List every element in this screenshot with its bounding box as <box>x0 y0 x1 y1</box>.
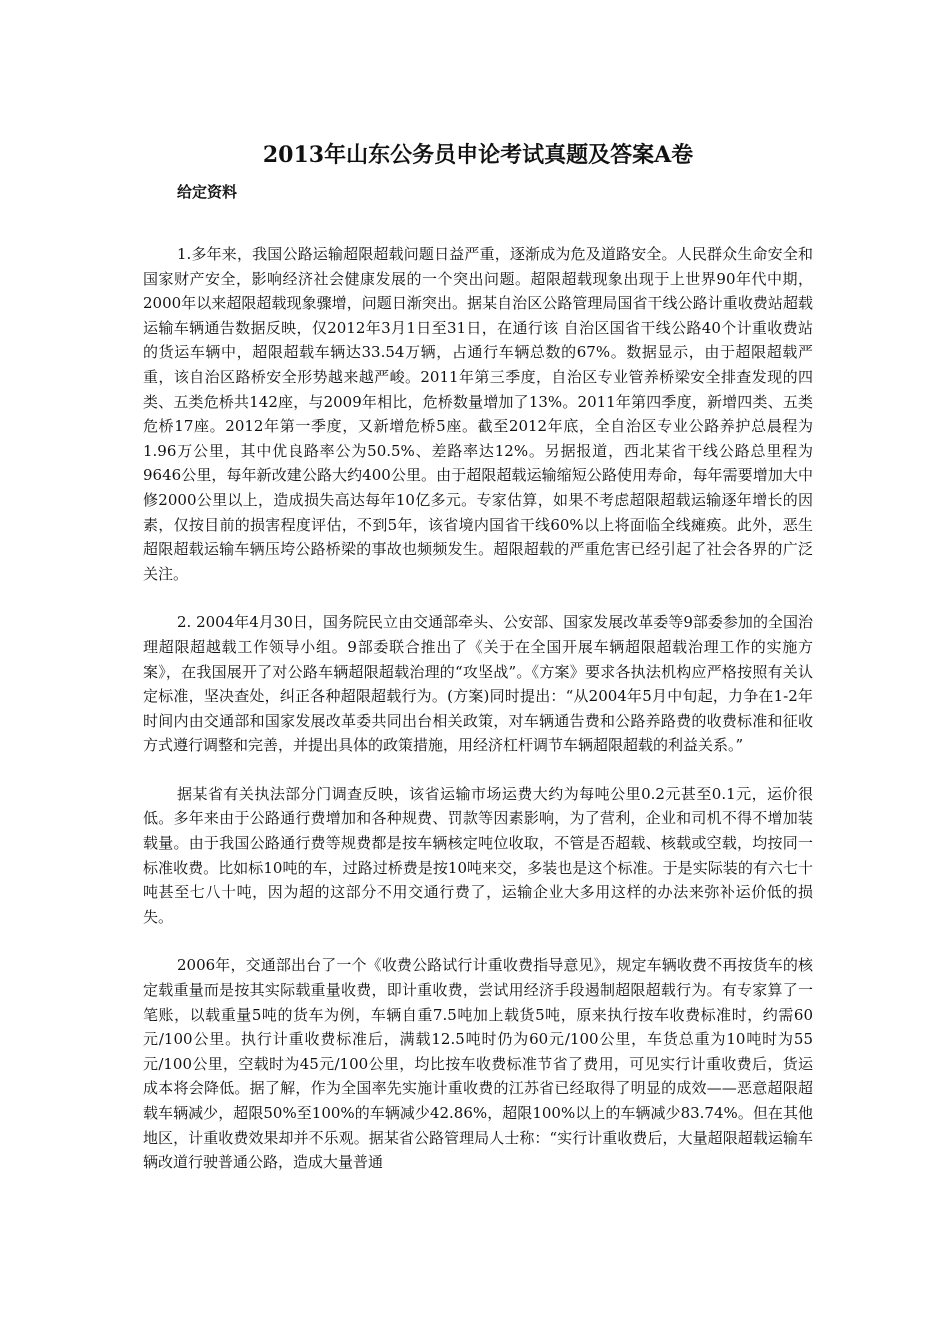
document-title: 2013年山东公务员申论考试真题及答案A卷 <box>262 142 694 168</box>
paragraph-1: 1.多年来，我国公路运输超限超载问题日益严重，逐渐成为危及道路安全。人民群众生命安全和国家财产安全，影响经济社会健康发展的一个突出问题。超限超载现象出现于上世界90年代中期，2000年以来超限超载现象骤增，问题日渐突出。据某自治区公路管理局国省干线公路计重收费站超载运输车辆通告数据反映，仅2012年3月1日至31日，在通行该 自治区国省干线公路40个计重收费站的货运车辆中，超限超载车辆达33.54万辆，占通行车辆总数的67%。数据显示，由于超限超载严重，该自治区路桥安全形势越来越严峻。2011年第三季度，自治区专业管养桥梁安全排查发现的四类、五类危桥共142座，与2009年相比，危桥数量增加了13%。2011年第四季度，新增四类、五类危桥17座。2012年第一季度，又新增危桥5座。截至2012年底，全自治区专业公路养护总晨程为1.96万公里，其中优良路率公为50.5%、差路率达12%。另据报道，西北某省干线公路总里程为9646公里，每年新改建公路大约400公里。由于超限超载运输缩短公路使用寿命，每年需要增加大中修2000公里以上，造成损失高达每年10亿多元。专家估算，如果不考虑超限超载运输逐年增长的因素，仅按目前的损害程度评估，不到5年，该省境内国省干线60%以上将面临全线瘫痪。此外，恶生超限超载运输车辆压垮公路桥梁的事故也频频发生。超限超载的严重危害已经引起了社会各界的广泛关注。 <box>143 245 813 583</box>
section-heading: 给定资料 <box>177 183 238 201</box>
document-page <box>143 128 813 1175</box>
paragraph-2: 2. 2004年4月30日，国务院民立由交通部牵头、公安部、国家发展改革委等9部委参加的全国治理超限超越载工作领导小组。9部委联合推出了《关于在全国开展车辆超限超载治理工作的实施方案》，在我国展开了对公路车辆超限超载治理的“攻坚战”。《方案》要求各执法机构应严格按照有关认定标准，坚决查处，纠正各种超限超载行为。(方案)同时提出：“从2004年5月中旬起，力争在1-2年时间内由交通部和国家发展改革委共同出台相关政策，对车辆通告费和公路养路费的收费标准和征收方式遵行调整和完善，并提出具体的政策措施，用经济杠杆调节车辆超限超载的利益关系。” <box>143 613 813 755</box>
paragraph-4: 2006年，交通部出台了一个《收费公路试行计重收费指导意见》，规定车辆收费不再按货车的核定载重量而是按其实际载重量收费，即计重收费，尝试用经济手段遏制超限超载行为。有专家算了一笔账，以载重量5吨的货车为例，车辆自重7.5吨加上载货5吨，原来执行按车收费标准时，约需60元/100公里。执行计重收费标准后，满载12.5吨时仍为60元/100公里，车货总重为10吨时为55元/100公里，空载时为45元/100公里，均比按车收费标准节省了费用，可见实行计重收费后，货运成本将会降低。据了解，作为全国率先实施计重收费的江苏省已经取得了明显的成效——恶意超限超载车辆减少，超限50%至100%的车辆减少42.86%，超限100%以上的车辆减少83.74%。但在其他地区，计重收费效果却并不乐观。据某省公路管理局人士称：“实行计重收费后，大量超限超载运输车辆改道行驶普通公路，造成大量普通 <box>143 956 813 1172</box>
paragraph-3: 据某省有关执法部分门调查反映，该省运输市场运费大约为每吨公里0.2元甚至0.1元，运价很低。多年来由于公路通行费增加和各种规费、罚款等因素影响，为了营利，企业和司机不得不增加装载量。由于我国公路通行费等规费都是按车辆核定吨位收取，不管是否超载、核载或空载，均按同一标准收费。比如标10吨的车，过路过桥费是按10吨来交，多装也是这个标准。于是实际装的有六七十吨甚至七八十吨，因为超的这部分不用交通行费了，运输企业大多用这样的办法来弥补运价低的损失。 <box>143 784 813 926</box>
